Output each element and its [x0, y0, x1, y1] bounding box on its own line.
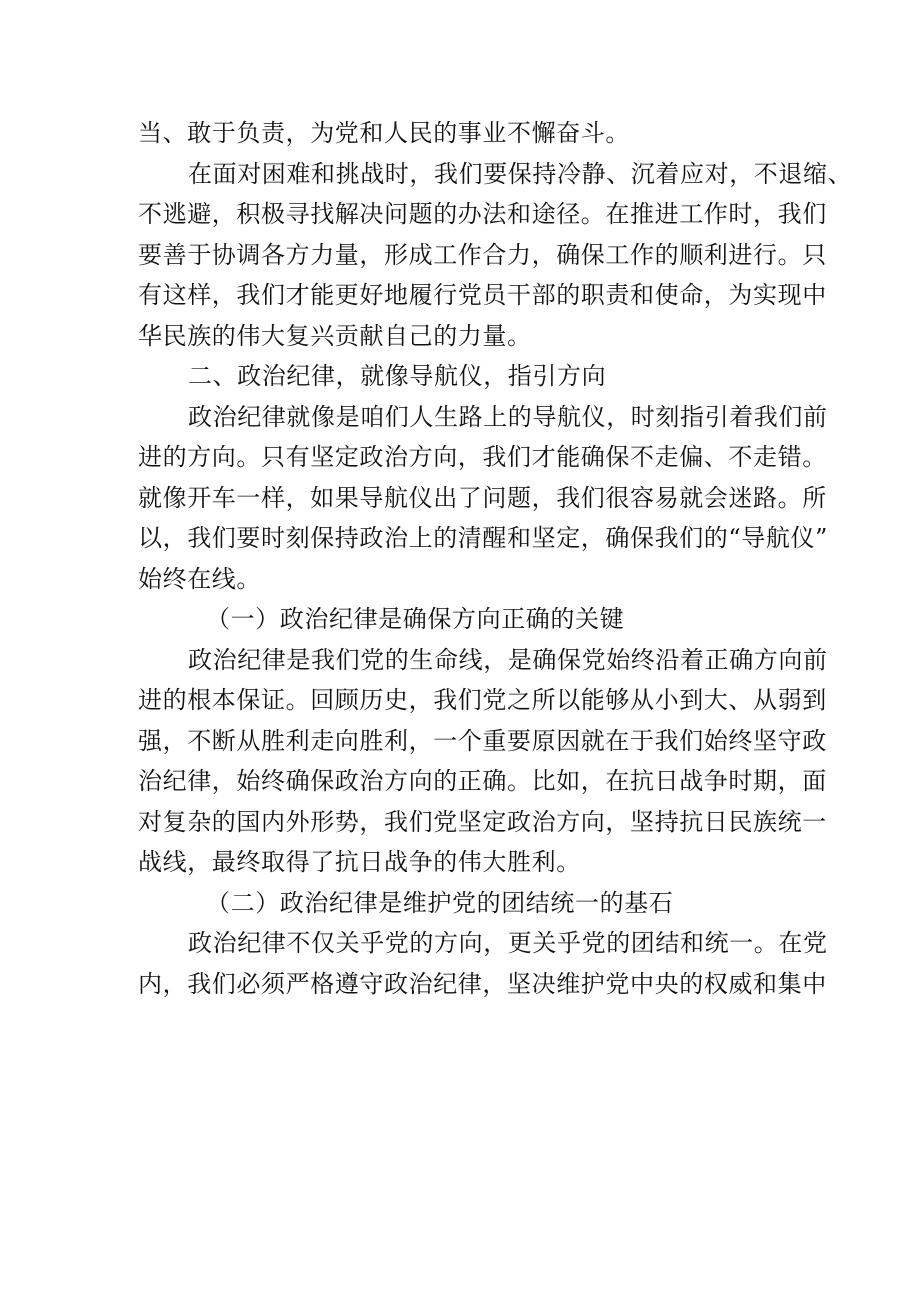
document-body: [138, 113, 853, 1004]
text-line: 内，我们必须严格遵守政治纪律，坚决维护党中央的权威和集中: [138, 969, 827, 998]
text-line: 政治纪律就像是咱们人生路上的导航仪，时刻指引着我们前: [188, 402, 828, 431]
text-line: 进的方向。只有坚定政治方向，我们才能确保不走偏、不走错。: [138, 443, 827, 471]
text-line: 以，我们要时刻保持政治上的清醒和坚定，确保我们的“导航仪”: [138, 524, 828, 552]
paragraph: [138, 154, 853, 357]
text-line: 有这样，我们才能更好地履行党员干部的职责和使命，为实现中: [138, 281, 827, 309]
text-line: 当、敢于负责，为党和人民的事业不懈奋斗。: [138, 119, 630, 147]
text-line: 政治纪律不仅关乎党的方向，更关乎党的团结和统一。在党: [188, 929, 828, 957]
subsection-heading: [138, 883, 788, 924]
text-line: 在面对困难和挑战时，我们要保持冷静、沉着应对，不退缩、: [188, 159, 853, 188]
text-line: （一）政治纪律是确保方向正确的关键: [206, 605, 625, 633]
text-line: 战线，最终取得了抗日战争的伟大胜利。: [138, 848, 581, 876]
paragraph: [138, 113, 788, 154]
text-line: 就像开车一样，如果导航仪出了问题，我们很容易就会迷路。所: [138, 483, 827, 512]
subsection-heading: [138, 599, 788, 640]
text-line: 二、政治纪律，就像导航仪，指引方向: [188, 362, 607, 390]
text-line: 政治纪律是我们党的生命线，是确保党始终沿着正确方向前: [188, 645, 828, 674]
text-line: （二）政治纪律是维护党的团结统一的基石: [206, 888, 674, 917]
text-line: 始终在线。: [138, 564, 261, 593]
text-line: 对复杂的国内外形势，我们党坚定政治方向，坚持抗日民族统一: [138, 807, 827, 836]
paragraph: [138, 923, 828, 1004]
text-line: 进的根本保证。回顾历史，我们党之所以能够从小到大、从弱到: [138, 686, 827, 714]
paragraph: [138, 397, 828, 600]
paragraph: [138, 640, 828, 883]
text-line: 华民族的伟大复兴贡献自己的力量。: [138, 321, 532, 350]
text-line: 不逃避，积极寻找解决问题的办法和途径。在推进工作时，我们: [138, 200, 827, 228]
text-line: 要善于协调各方力量，形成工作合力，确保工作的顺利进行。只: [138, 240, 827, 269]
text-line: 治纪律，始终确保政治方向的正确。比如，在抗日战争时期，面: [138, 767, 827, 795]
section-heading: [138, 356, 788, 397]
text-line: 强，不断从胜利走向胜利，一个重要原因就在于我们始终坚守政: [138, 726, 827, 755]
